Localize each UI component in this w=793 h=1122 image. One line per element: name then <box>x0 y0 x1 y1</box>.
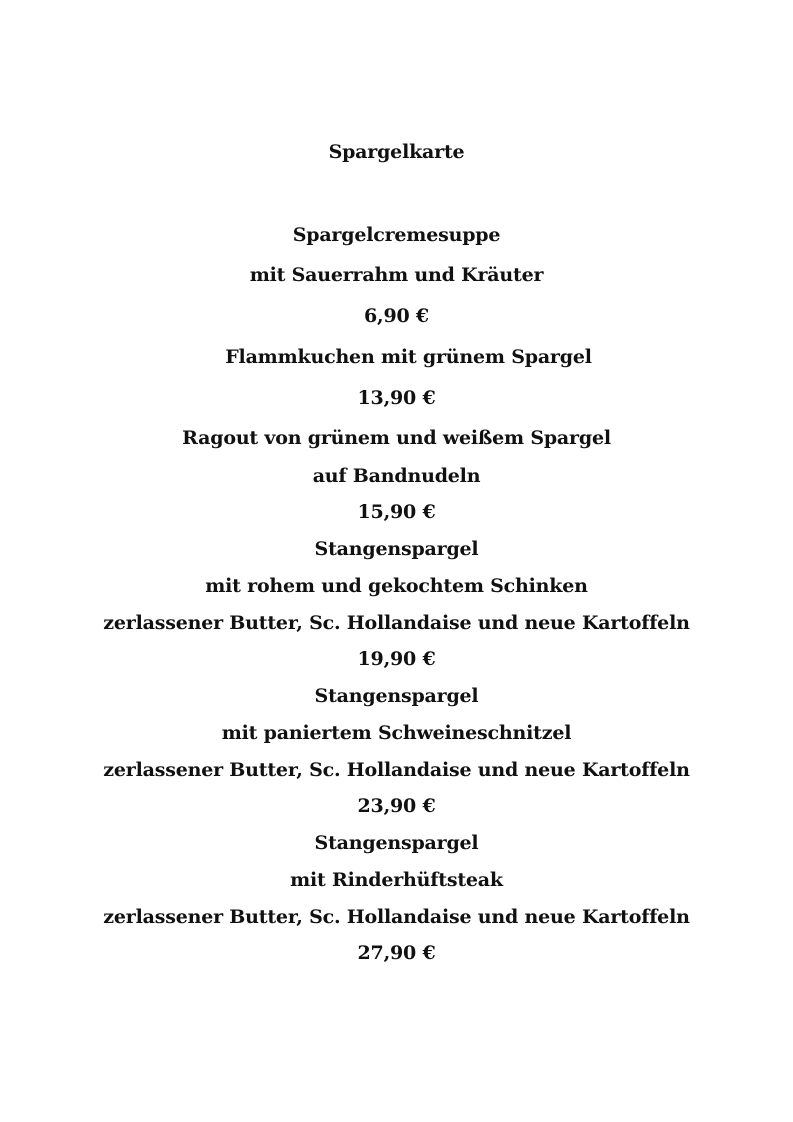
dish-name: Stangenspargel <box>314 538 479 560</box>
dish-price: 13,90 € <box>357 387 436 409</box>
dish-description: mit rohem und gekochtem Schinken <box>205 575 588 597</box>
dish-price: 23,90 € <box>357 795 436 817</box>
dish-description: auf Bandnudeln <box>312 465 481 487</box>
page-title: Spargelkarte <box>328 141 465 163</box>
dish-name: Stangenspargel <box>314 832 479 854</box>
dish-price: 19,90 € <box>357 648 436 670</box>
dish-name: Stangenspargel <box>314 685 479 707</box>
dish-price: 15,90 € <box>357 501 436 523</box>
dish-description: mit paniertem Schweineschnitzel <box>221 722 572 744</box>
dish-name: Spargelcremesuppe <box>292 224 501 246</box>
dish-description: mit Rinderhüftsteak <box>290 869 503 891</box>
dish-description: mit Sauerrahm und Kräuter <box>249 264 544 286</box>
dish-price: 27,90 € <box>357 942 436 964</box>
dish-description: zerlassener Butter, Sc. Hollandaise und neue Kartoffeln <box>103 612 690 634</box>
dish-name: Ragout von grünem und weißem Spargel <box>182 427 611 449</box>
dish-price: 6,90 € <box>364 305 429 327</box>
dish-description: zerlassener Butter, Sc. Hollandaise und neue Kartoffeln <box>103 906 690 928</box>
dish-description: zerlassener Butter, Sc. Hollandaise und neue Kartoffeln <box>103 759 690 781</box>
dish-name: Flammkuchen mit grünem Spargel <box>225 346 592 368</box>
